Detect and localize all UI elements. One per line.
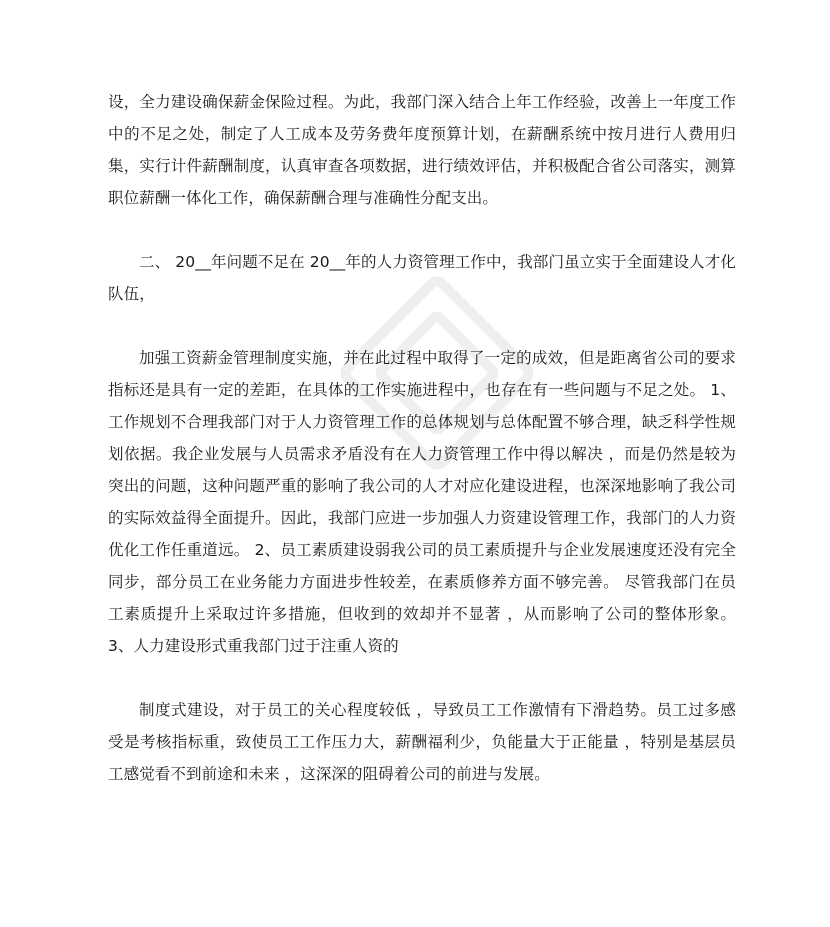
document-body [108, 86, 736, 790]
paragraph-2: 二、 20__年问题不足在 20__年的人力资管理工作中，我部门虽立实于全面建设人才化队伍， [108, 253, 736, 303]
paragraph-1: 设，全力建设确保薪金保险过程。为此，我部门深入结合上年工作经验，改善上一年度工作中的不足之处，制定了人工成本及劳务费年度预算计划，在薪酬系统中按月进行人费用归集，实行计件薪酬制度，认真审查各项数据，进行绩效评估，并积极配合省公司落实，测算职位薪酬一体化工作，确保薪酬合理与准确性分配支出。 [108, 93, 736, 207]
paragraph-4: 制度式建设，对于员工的关心程度较低 ，导致员工工作激情有下滑趋势。员工过多感受是考核指标重，致使员工工作压力大，薪酬福利少，负能量大于正能量 ，特别是基层员工感觉看不到前途和未来 ，这深深的阻碍着公司的前进与发展。 [108, 701, 736, 783]
paragraph-3: 加强工资薪金管理制度实施，并在此过程中取得了一定的成效，但是距离省公司的要求指标还是具有一定的差距，在具体的工作实施进程中，也存在有一些问题与不足之处。 1、工作规划不合理我部门对于人力资管理工作的总体规划与总体配置不够合理，缺乏科学性规划依据。我企业发展与人员需求矛盾没有在人力资管理工作中得以解决 ，而是仍然是较为突出的问题，这种问题严重的影响了我公司的人才对应化建设进程，也深深地影响了我公司的实际效益得全面提升。因此，我部门应进一步加强人力资建设管理工作，我部门的人力资优化工作任重道远。 2、员工素质建设弱我公司的员工素质提升与企业发展速度还没有完全同步，部分员工在业务能力方面进步性较差，在素质修养方面不够完善。 尽管我部门在员工素质提升上采取过许多措施，但收到的效却并不显著 ，从而影响了公司的整体形象。 3、人力建设形式重我部门过于注重人资的 [108, 349, 736, 655]
